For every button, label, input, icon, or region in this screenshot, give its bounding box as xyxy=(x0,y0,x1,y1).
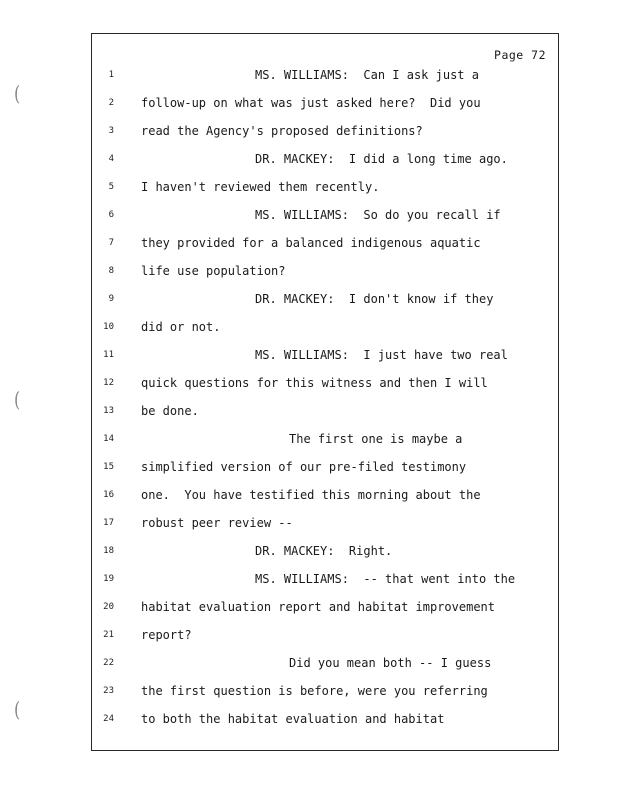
line-text: MS. WILLIAMS: -- that went into the xyxy=(255,572,516,586)
line-number: 21 xyxy=(103,630,114,640)
line-text: Did you mean both -- I guess xyxy=(289,656,492,670)
line-number: 8 xyxy=(108,266,114,276)
line-number: 2 xyxy=(108,98,114,108)
line-text: they provided for a balanced indigenous aquatic xyxy=(141,236,481,250)
transcript-line xyxy=(92,460,558,488)
line-text: MS. WILLIAMS: Can I ask just a xyxy=(255,68,479,82)
line-number: 19 xyxy=(103,574,114,584)
line-number: 23 xyxy=(103,686,114,696)
line-text: to both the habitat evaluation and habitat xyxy=(141,712,445,726)
transcript-line xyxy=(92,348,558,376)
line-number: 14 xyxy=(103,434,114,444)
line-text: I haven't reviewed them recently. xyxy=(141,180,380,194)
line-text: report? xyxy=(141,628,192,642)
line-number: 12 xyxy=(103,378,114,388)
line-number: 4 xyxy=(108,154,114,164)
transcript-line xyxy=(92,544,558,572)
transcript-line xyxy=(92,208,558,236)
transcript-line xyxy=(92,292,558,320)
line-text: The first one is maybe a xyxy=(289,432,463,446)
line-text: DR. MACKEY: I don't know if they xyxy=(255,292,494,306)
line-text: quick questions for this witness and then I will xyxy=(141,376,488,390)
transcript-line xyxy=(92,572,558,600)
binding-hole-mark-middle: ( xyxy=(14,387,21,412)
transcript-line xyxy=(92,656,558,684)
line-text: read the Agency's proposed definitions? xyxy=(141,124,423,138)
line-text: MS. WILLIAMS: So do you recall if xyxy=(255,208,501,222)
line-text: did or not. xyxy=(141,320,221,334)
line-text: DR. MACKEY: Right. xyxy=(255,544,393,558)
transcript-line xyxy=(92,376,558,404)
line-number: 11 xyxy=(103,350,114,360)
line-number: 5 xyxy=(108,182,114,192)
line-number: 15 xyxy=(103,462,114,472)
line-text: life use population? xyxy=(141,264,286,278)
transcript-line xyxy=(92,320,558,348)
line-text: DR. MACKEY: I did a long time ago. xyxy=(255,152,508,166)
line-text: be done. xyxy=(141,404,199,418)
line-number: 17 xyxy=(103,518,114,528)
line-text: simplified version of our pre-filed testimony xyxy=(141,460,467,474)
transcript-line xyxy=(92,124,558,152)
line-number: 9 xyxy=(108,294,114,304)
transcript-line xyxy=(92,404,558,432)
line-number: 6 xyxy=(108,210,114,220)
transcript-line xyxy=(92,432,558,460)
line-number: 22 xyxy=(103,658,114,668)
page-number: Page 72 xyxy=(494,48,546,62)
line-number: 7 xyxy=(108,238,114,248)
transcript-line xyxy=(92,516,558,544)
line-text: MS. WILLIAMS: I just have two real xyxy=(255,348,508,362)
transcript-line xyxy=(92,96,558,124)
line-text: robust peer review -- xyxy=(141,516,293,530)
line-number: 10 xyxy=(103,322,114,332)
transcript-page xyxy=(91,33,559,751)
binding-hole-mark-bottom: ( xyxy=(14,697,21,722)
line-number: 16 xyxy=(103,490,114,500)
line-number: 3 xyxy=(108,126,114,136)
line-text: the first question is before, were you referring xyxy=(141,684,488,698)
transcript-line xyxy=(92,68,558,96)
transcript-line xyxy=(92,236,558,264)
transcript-line xyxy=(92,628,558,656)
transcript-line xyxy=(92,180,558,208)
binding-hole-mark-top: ( xyxy=(14,81,21,106)
line-number: 24 xyxy=(103,714,114,724)
transcript-line xyxy=(92,152,558,180)
transcript-line xyxy=(92,600,558,628)
line-number: 1 xyxy=(108,70,114,80)
line-text: follow-up on what was just asked here? Did you xyxy=(141,96,481,110)
line-number: 20 xyxy=(103,602,114,612)
transcript-line xyxy=(92,712,558,740)
line-text: habitat evaluation report and habitat improvement xyxy=(141,600,496,614)
line-number: 13 xyxy=(103,406,114,416)
line-number: 18 xyxy=(103,546,114,556)
line-text: one. You have testified this morning about the xyxy=(141,488,481,502)
transcript-line xyxy=(92,684,558,712)
transcript-line xyxy=(92,488,558,516)
transcript-line xyxy=(92,264,558,292)
